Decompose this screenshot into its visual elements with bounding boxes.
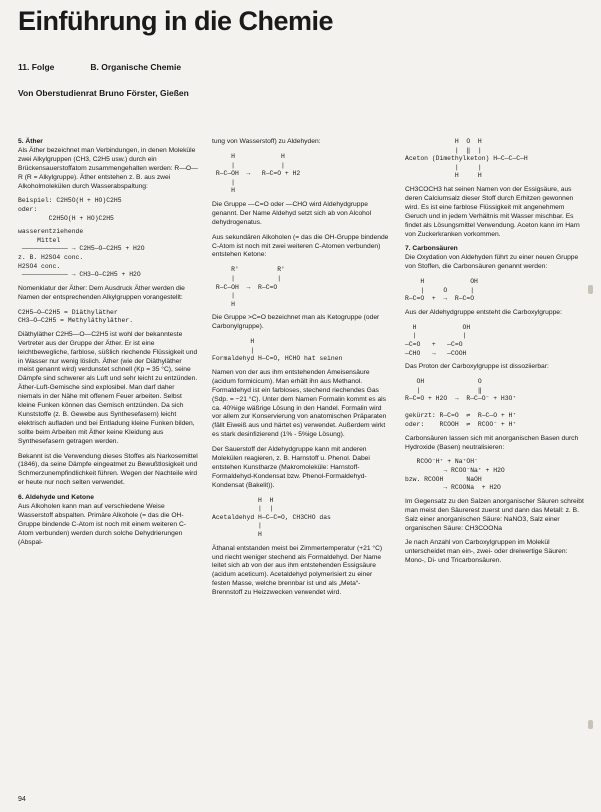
paragraph: tung von Wasserstoff) zu Aldehyden: — [212, 138, 321, 145]
paragraph: Nomenklatur der Äther: Dem Ausdruck Äther werden die Namen der entsprechenden Alkylgruppen vorangestellt: — [18, 284, 185, 301]
paragraph: Aus Alkoholen kann man auf verschiedene Weise Wasserstoff abspalten. Primäre Alkohole (= das die OH-Gruppe bindende C-Atom ist noch mit einem weiteren C-Atom verbunden) werden durch solche Dehydrierungen (Abspal- — [18, 503, 187, 546]
chemical-formula: H O H | ‖ | Aceton (Dimethylketon) H—C—C—C—H | | H H — [405, 138, 528, 180]
chemical-formula: H OH | O | R—C=O + → R—C=O — [405, 278, 478, 303]
paragraph: Im Gegensatz zu den Salzen anorganischer Säuren schreibt man meist den Säurerest zuerst und dann das Metall: z. B. Salz einer anorganischen Säure: NaNO3, Salz einer organischen Säure: CH3COONa — [405, 497, 584, 532]
edge-mark — [588, 285, 593, 294]
paragraph: Äthanal entstanden meist bei Zimmertemperatur (+21 °C) und riecht weniger stechend als Formaldehyd. Der Name leitet sich ab von der aus ihm entstehenden Essigsäure (acidum aceticum). Acetaldehyd polymerisiert zu einer festen Masse, welche brennbar ist und als „Meta“-Brennstoff zu Heizzwecken verwendet wird. — [212, 544, 383, 597]
chemical-formula: OH O | ‖ R—C=O + H2O → R—C—O⁻ + H3O⁺ gekürzt: R—C=O ⇌ R—C—O + H⁺ oder: RCOOH ⇌ RCOO⁻ + H⁺ — [405, 378, 517, 429]
text-column-3 — [405, 138, 585, 572]
topic-label: B. Organische Chemie — [90, 62, 182, 72]
paragraph: Bekannt ist die Verwendung dieses Stoffes als Narkosemittel (1846), da seine Dämpfe eingeatmet zu Bewußtlosigkeit und Schmerzunempfindlichkeit führen. Wegen der Nachteile wird er heute nur noch selten verwendet. — [18, 452, 198, 487]
paragraph: CH3COCH3 hat seinen Namen von der Essigsäure, aus deren Calciumsalz dieser Stoff durch Erhitzen gewonnen wird. Es ist eine farblose Flüssigkeit mit angenehmem Geruch und in jedem Verhältnis mit Wasser mischbar. Es findet als Lösungsmittel Verwendung. Aceton kann im Harn von Zuckerkranken vorkommen. — [405, 185, 580, 238]
paragraph: Namen von der aus ihm entstehenden Ameisensäure (acidum formicicum). Man erhält ihn aus Methanol. Formaldehyd ist ein farbloses, stechend riechendes Gas (Sdp. = −21 °C). Unter dem Namen Formalin kommt es als ca. 40%ige wäßrige Lösung in den Handel. Formalin wird vor allem zur Konservierung von anatomischen Präparaten (fällt Eiweiß aus und härtet es) verwendet. Außerdem wirkt es stark desinfizierend (1% - 5%ige Lösung). — [212, 368, 387, 439]
text-column-2 — [212, 138, 390, 604]
paragraph: Die Oxydation von Aldehyden führt zu einer neuen Gruppe von Stoffen, die Carbonsäuren genannt werden: — [405, 254, 579, 271]
chemical-formula: R' R' | | R—C—OH → R—C=O | H — [215, 266, 285, 308]
page-title: Einführung in die Chemie — [18, 6, 334, 36]
edge-mark — [588, 720, 593, 729]
part-label: 11. Folge — [18, 62, 55, 72]
text-column-1 — [18, 138, 198, 554]
paragraph: Diäthyläther C2H5—O—C2H5 ist wohl der bekannteste Vertreter aus der Gruppe der Äther. Er ist eine leichtbewegliche, farblose, süßlich riechende Flüssigkeit und in Wasser nur wenig löslich. Äther (wie der Diäthyläther meist genannt wird) verdunstet schnell (Kp = 35 °C), seine Dämpfe sind schwerer als Luft und sehr leicht zu entzünden. Äther-Luft-Gemische sind explosibel. Man darf daher niemals in der Nähe mit offenem Feuer arbeiten. Selbst kleine Funken können das Gemisch entzünden. Da sich Kunststoffe (z. B. Gewebe aus Synthesefasern) leicht elektrisch aufladen und bei Entladung kleine Funken bilden, sollte beim Arbeiten mit Äther keine Kleidung aus Synthesefasern getragen werden. — [18, 330, 198, 445]
chemical-formula: Beispiel: C2H5O(H + HO)C2H5 oder: C2H5O(H + HO)C2H5 — [18, 197, 122, 222]
paragraph: Die Gruppe —C=O oder —CHO wird Aldehydgruppe genannt. Der Name Aldehyd setzt sich ab von Alcohol dehydrogenatus. — [212, 200, 372, 226]
chemical-formula: H OH | | —C=O + —C=O —CHO → —COOH — [405, 323, 471, 357]
paragraph: Je nach Anzahl von Carboxylgruppen im Molekül unterscheidet man ein-, zwei- oder dreiwertige Säuren: Mono-, Di- und Tricarbonsäuren. — [405, 539, 568, 565]
section-heading: 7. Carbonsäuren — [405, 245, 458, 253]
paragraph: Aus der Aldehydgruppe entsteht die Carboxylgruppe: — [405, 308, 562, 316]
section-heading: 5. Äther — [18, 138, 43, 145]
paragraph: Die Gruppe >C=O bezeichnet man als Ketogruppe (oder Carbonylgruppe). — [212, 314, 380, 331]
paragraph: Der Sauerstoff der Aldehydgruppe kann mit anderen Molekülen reagieren, z. B. Harnstoff u. Phenol. Dabei entstehen Kunstharze (Makromoleküle: Harnstoff-Formaldehyd-Kondensat bzw. Phenol-Formaldehyd-Kondensat (Bakelit)). — [212, 446, 370, 489]
paragraph: Carbonsäuren lassen sich mit anorganischen Basen durch Hydroxide (Basen) neutralisieren: — [405, 434, 579, 451]
chemical-formula: RCOO⁻H⁺ + Na⁺OH⁻ → RCOO⁻Na⁺ + H2O bzw. RCOOH NaOH → RCOONa + H2O — [405, 458, 505, 492]
chemical-formula: H H | | R—C—OH → R—C=O + H2 | H — [215, 152, 301, 195]
author-line: Von Oberstudienrat Bruno Förster, Gießen — [18, 88, 189, 98]
chemical-formula: H | Formaldehyd H—C=O, HCHO hat seinen — [212, 338, 343, 363]
section-heading: 6. Aldehyde und Ketone — [18, 494, 94, 502]
page-number: 94 — [18, 796, 26, 803]
chemical-formula: wasserentziehende Mittel ———————————— → C2H5—O—C2H5 + H2O z. B. H2SO4 conc. H2SO4 conc. ———————————— → CH3—O—C2H5 + H2O — [18, 228, 145, 279]
paragraph: Aus sekundären Alkoholen (= das die OH-Gruppe bindende C-Atom ist noch mit zwei weiteren C-Atomen verbunden) entstehen Ketone: — [212, 233, 389, 259]
chemical-formula: H H | | Acetaldehyd H—C—C=O, CH3CHO das | H — [212, 496, 331, 539]
paragraph: Das Proton der Carboxylgruppe ist dissoziierbar: — [405, 363, 549, 371]
series-line — [18, 62, 181, 72]
paragraph: Als Äther bezeichnet man Verbindungen, in denen Moleküle zwei Alkylgruppen (CH3, C2H5 usw.) durch ein Brückensauerstoffatom zusammengehalten werden: R—O—R (R = Alkylgruppe). Äther entstehen z. B. aus zwei Alkoholmolekülen durch Wasserabspaltung: — [18, 146, 198, 190]
chemical-formula: C2H5—O—C2H5 = Diäthyläther CH3—O—C2H5 = Methyläthyläther. — [18, 308, 134, 325]
